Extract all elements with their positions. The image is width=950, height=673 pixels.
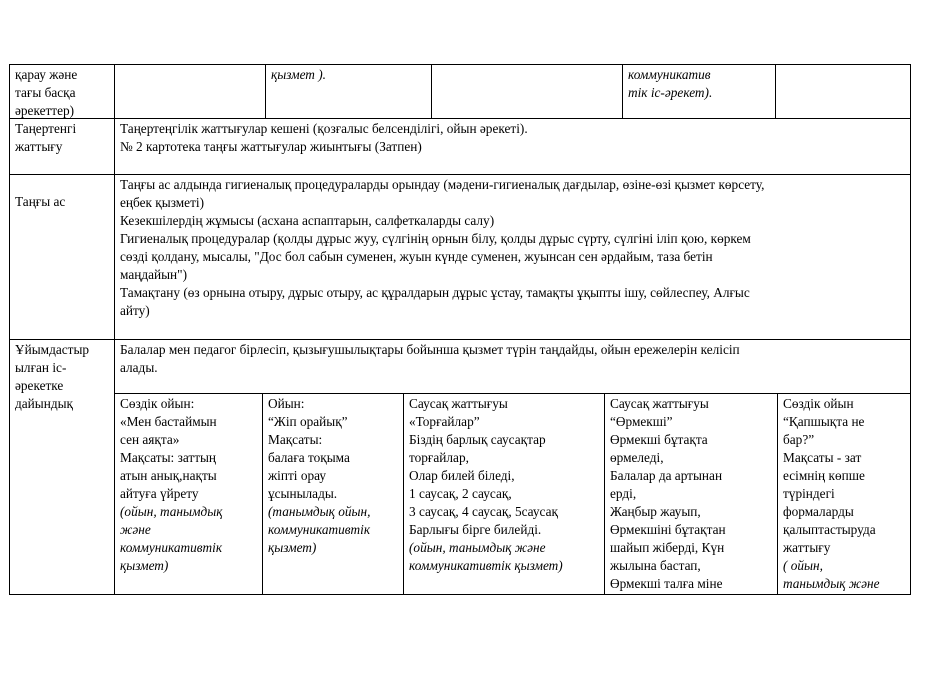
- cell-line: Барлығы бірге билейді.: [409, 522, 542, 537]
- col-divider: [403, 393, 404, 595]
- morning-exercise-content: Таңертеңгілік жаттығулар кешені (қозғалыс белсенділігі, ойын әрекеті). № 2 картотека таңғы жаттығулар жиынтығы (Затпен): [120, 121, 528, 154]
- cell-line: “Қапшықта не: [783, 414, 865, 429]
- cell-line: 1 саусақ, 2 саусақ,: [409, 486, 512, 501]
- cell-line: Мақсаты - зат: [783, 450, 862, 465]
- cell-line: “Жіп орайық”: [268, 414, 348, 429]
- cell-line: Сөздік ойын: [783, 396, 854, 411]
- cell-line: Мақсаты:: [268, 432, 323, 447]
- cell-line: айтуға үйрету: [120, 486, 199, 501]
- breakfast-content: Таңғы ас алдында гигиеналық процедураларды орындау (мәдени-гигиеналық дағдылар, өзіне-өзі қызмет көрсету, еңбек қызметі) Кезекшілердің жұмысы (асхана аспаптарын, салфеткаларды салу) Гигиеналық процедуралар (қолды дұрыс жуу, сүлгінің орнын білу, қолды дұрыс сүрту, сүлгіні іліп қою, көркем сөзді қолдану, мысалы, "Дос бол сабын суменен, жуын күнде суменен, жуынсан сен әрдайым, таза бетін маңдайын") Тамақтану (өз орнына отыру, дұрыс отыру, ас құралдарын дұрыс ұстау, тамақты ұқыпты ішу, сөйлеспеу, Алғыс айту): [120, 177, 765, 318]
- col-divider: [604, 393, 605, 595]
- cell-line: Ойын:: [268, 396, 305, 411]
- cell-line: қалыптастыруда: [783, 522, 876, 537]
- cell-line: 3 саусақ, 4 саусақ, 5саусақ: [409, 504, 558, 519]
- cell-line: торғайлар,: [409, 450, 469, 465]
- cell-line: ұсынылады.: [268, 486, 338, 501]
- cell-activity-note: коммуникатив тік іс-әрекет).: [628, 67, 713, 100]
- cell-line: Біздің барлық саусақтар: [409, 432, 546, 447]
- table-border-right: [910, 64, 911, 595]
- col-divider: [265, 64, 266, 119]
- col-divider: [622, 64, 623, 119]
- cell-line: есімнің көпше: [783, 468, 865, 483]
- cell-line: «Мен бастаймын: [120, 414, 217, 429]
- cell-line: «Торғайлар”: [409, 414, 480, 429]
- col-divider: [775, 64, 776, 119]
- col-divider: [262, 393, 263, 595]
- cell-line: танымдық және: [783, 576, 880, 591]
- game-cell-4: [610, 395, 726, 593]
- cell-line: Өрмекші бұтақта: [610, 432, 708, 447]
- cell-line: өрмеледі,: [610, 450, 664, 465]
- table-border-left: [9, 64, 10, 595]
- cell-line: ерді,: [610, 486, 637, 501]
- cell-line: Сөздік ойын:: [120, 396, 195, 411]
- cell-line: шайып жіберді, Күн: [610, 540, 725, 555]
- cell-line: Жаңбыр жауып,: [610, 504, 701, 519]
- table-border-bottom: [9, 594, 911, 595]
- row-label-morning-exercise: Таңертенгі жаттығу: [15, 121, 77, 154]
- cell-line: атын анық,нақты: [120, 468, 217, 483]
- cell-line: Өрмекші талға міне: [610, 576, 723, 591]
- cell-line: қызмет): [120, 558, 169, 573]
- cell-line: Балалар да артынан: [610, 468, 723, 483]
- row-divider: [9, 174, 911, 175]
- cell-line: (танымдық ойын,: [268, 504, 371, 519]
- cell-line: Саусақ жаттығуы: [409, 396, 508, 411]
- cell-line: коммуникативтік: [120, 540, 223, 555]
- row-label-preparation: Ұйымдастыр ылған іс- әрекетке дайындық: [15, 342, 90, 411]
- cell-line: “Өрмекші”: [610, 414, 673, 429]
- cell-line: Мақсаты: заттың: [120, 450, 217, 465]
- preparation-intro: Балалар мен педагог бірлесіп, қызығушылықтары бойынша қызмет түрін таңдайды, ойын ережелерін келісіп алады.: [120, 342, 740, 375]
- cell-line: жылына бастап,: [610, 558, 701, 573]
- col-divider: [777, 393, 778, 595]
- cell-line: (ойын, танымдық және: [409, 540, 546, 555]
- game-cell-2: [268, 395, 370, 557]
- col-divider: [114, 64, 115, 595]
- row-label-breakfast: Таңғы ас: [15, 194, 66, 209]
- cell-line: формаларды: [783, 504, 854, 519]
- cell-line: Саусақ жаттығуы: [610, 396, 709, 411]
- cell-activity-note: қызмет ).: [271, 67, 326, 82]
- cell-line: жіпті орау: [268, 468, 326, 483]
- cell-line: балаға тоқыма: [268, 450, 350, 465]
- row-label-other-activities: қарау және тағы басқа әрекеттер): [15, 67, 78, 118]
- cell-line: түріндегі: [783, 486, 835, 501]
- row-divider: [114, 393, 911, 394]
- cell-line: (ойын, танымдық: [120, 504, 223, 519]
- cell-line: және: [120, 522, 151, 537]
- cell-line: коммуникативтік қызмет): [409, 558, 563, 573]
- cell-line: коммуникативтік: [268, 522, 371, 537]
- cell-line: Олар билей біледі,: [409, 468, 515, 483]
- col-divider: [431, 64, 432, 119]
- cell-line: бар?”: [783, 432, 815, 447]
- game-cell-3: [409, 395, 563, 575]
- cell-line: жаттығу: [783, 540, 831, 555]
- game-cell-1: [120, 395, 222, 575]
- cell-line: қызмет): [268, 540, 317, 555]
- cell-line: Өрмекшіні бұтақтан: [610, 522, 726, 537]
- game-cell-5: [783, 395, 880, 593]
- row-divider: [9, 339, 911, 340]
- cell-line: ( ойын,: [783, 558, 823, 573]
- cell-line: сен аяқта»: [120, 432, 180, 447]
